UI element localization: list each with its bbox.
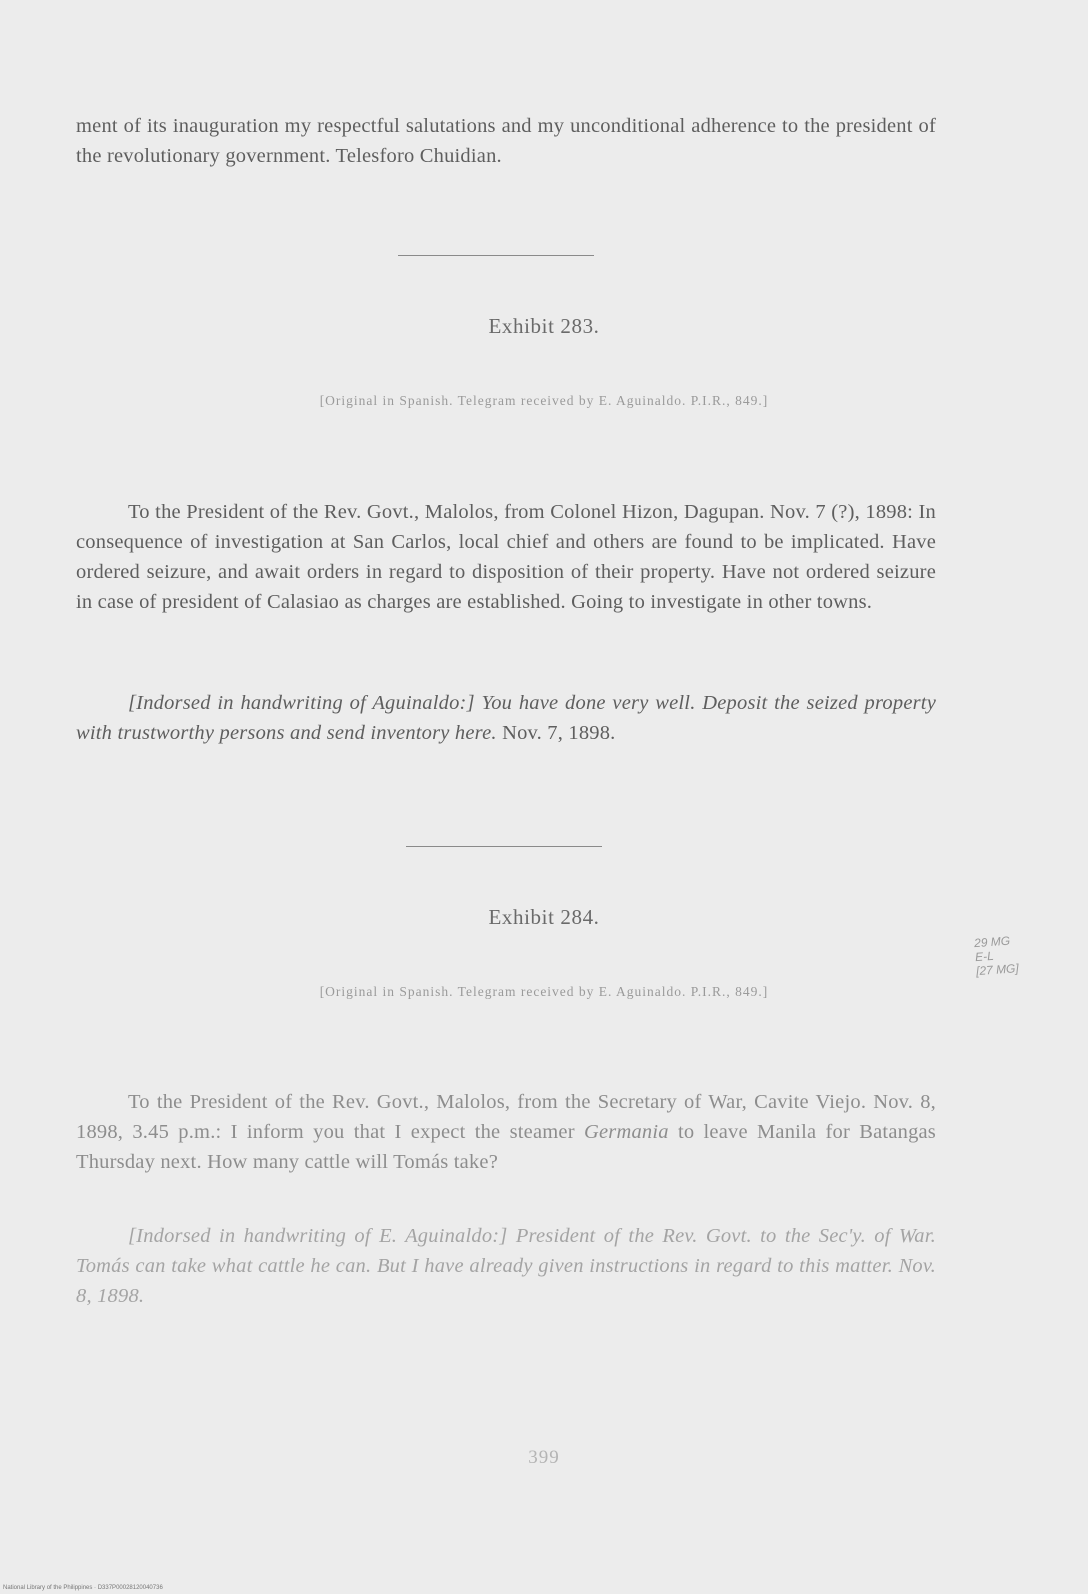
handwritten-margin-note bbox=[974, 930, 1067, 978]
exhibit-284-title: Exhibit 284. bbox=[488, 905, 600, 929]
archive-footer: National Library of the Philippines · D337P00028120040736 bbox=[3, 1585, 163, 1591]
exhibit-284-endorsement: [Indorsed in handwriting of E. Aguinaldo:] President of the Rev. Govt. to the Sec'y. of War. Tomás can take what cattle he can. But I have already given instructions in regard to this matter. Nov. 8, 1898. bbox=[76, 1225, 936, 1307]
exhibit-283-endorsement bbox=[76, 688, 936, 748]
exhibit-283-title: Exhibit 283. bbox=[488, 314, 600, 338]
section-divider bbox=[398, 255, 594, 256]
opening-paragraph: ment of its inauguration my respectful salutations and my unconditional adherence to the president of the revolutionary government. Telesforo Chuidian. bbox=[76, 115, 936, 167]
exhibit-283-endorsement-text: You have done very well. Deposit the seized property with trustworthy persons and send inventory here. bbox=[76, 692, 936, 744]
exhibit-284-body-part1: To the President of the Rev. Govt., Malolos, from the Secretary of War, Cavite Viejo. Nov. 8, 1898, 3.45 p.m.: I inform you that I expect the steamer bbox=[76, 1091, 936, 1143]
exhibit-283-body: To the President of the Rev. Govt., Malolos, from Colonel Hizon, Dagupan. Nov. 7 (?), 1898: In consequence of investigation at San Carlos, local chief and others are found to be implicated. Have ordered seizure, and await orders in regard to disposition of their property. Have not ordered seizure in case of president of Calasiao as charges are established. Going to investigate in other towns. bbox=[76, 501, 936, 613]
exhibit-284-ship-name: Germania bbox=[583, 1121, 669, 1143]
page-number: 399 bbox=[528, 1447, 560, 1468]
margin-note-line: 29 MG bbox=[973, 933, 1011, 951]
margin-note-line: E-L bbox=[974, 948, 995, 965]
exhibit-284-body bbox=[76, 1087, 936, 1177]
exhibit-283-endorsement-label: [Indorsed in handwriting of Aguinaldo:] bbox=[128, 692, 475, 714]
exhibit-284-body-part2: to leave Manila for Batangas Thursday next. How many cattle will Tomás take? bbox=[76, 1121, 936, 1173]
exhibit-283-source-note: [Original in Spanish. Telegram received by E. Aguinaldo. P.I.R., 849.] bbox=[319, 393, 769, 408]
exhibit-284-source-note: [Original in Spanish. Telegram received by E. Aguinaldo. P.I.R., 849.] bbox=[319, 984, 769, 999]
exhibit-283-endorsement-date: Nov. 7, 1898. bbox=[502, 722, 616, 744]
section-divider bbox=[406, 846, 602, 847]
margin-note-line: [27 MG] bbox=[975, 961, 1020, 979]
